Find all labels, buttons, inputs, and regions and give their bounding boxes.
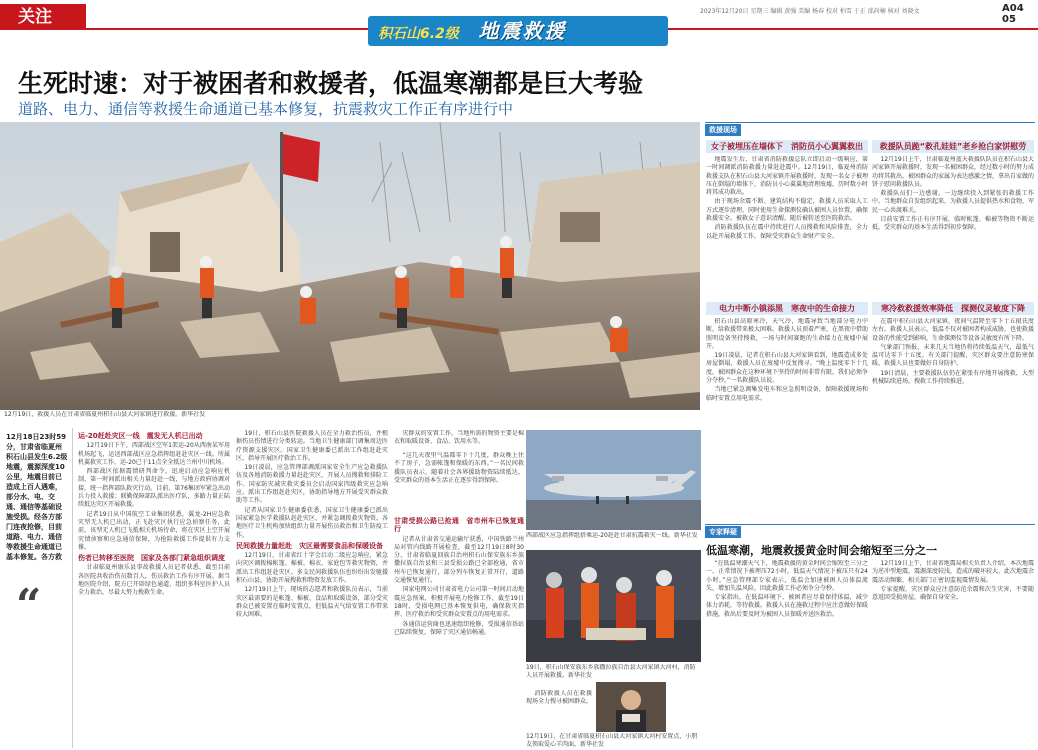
paragraph: 目前安置工作正有序开展，临时帐篷、棉被等物资不断运抵，受灾群众的基本生活得到初步保障。 <box>872 216 1034 232</box>
dateline: 2023年12月20日 星期三 编辑 黄强 美编 杨春 校对 柏雪 于正 邱尚楠 核对 刘晓文 <box>700 8 920 15</box>
paragraph: 灾群众的安置工作，当地所需的物资主要是棉衣和取暖设备、食品、饮用水等。 <box>394 430 524 446</box>
expert-body-right <box>872 560 1034 748</box>
paragraph: 气象部门预报，未来几天当地仍将持续低温天气，最低气温可达零下十五度。有关部门提醒，灾区群众要注意防寒保暖，救援人员也要做好自身防护。 <box>872 343 1034 368</box>
article-column-4 <box>526 690 592 730</box>
column-divider <box>72 428 73 748</box>
paragraph: 19日清晨，主要救援队伍仍在紧张有序地开展搜救，大型机械陆续进场，搜救工作持续推进。 <box>872 369 1034 386</box>
page-number: A04 05 <box>1002 3 1024 25</box>
story-title-power-outage: 电力中断小镇添黑 寒夜中的生命接力 <box>706 302 868 315</box>
section-heading: 运-20赶赴灾区一线 震发无人机已出动 <box>78 432 203 440</box>
right-panel-top-rule <box>705 122 1035 123</box>
paragraph: 地震发生后，甘肃省消防救援总队立即启动一级响应，第一时间调派消防救援力量赶赴震中。12月19日，临夏州消防救援支队在积石山县大河家镇开展救援时，发现一名女子被埋压在倒塌的墙体下，消防员小心翼翼地清理废墟，历时数小时将其成功救出。 <box>706 156 868 197</box>
paragraph: 消防救援人员在救援现场全力搜寻被困群众。 <box>526 690 592 706</box>
banner-title: 地震救援 <box>478 19 567 43</box>
firefighters-photo <box>526 550 701 662</box>
paragraph: 救援队员们一边感谢，一边继续投入到紧张的救援工作中。当地群众自发组织起来，为救援人员提供热水和食物，军民一心共渡难关。 <box>872 190 1034 214</box>
headline: 生死时速：对于被困者和救援者，低温寒潮都是巨大考验 <box>18 69 644 98</box>
expert-section-rule <box>705 524 1035 525</box>
story-body-woman-rescued <box>706 156 868 298</box>
story-title-woman-rescued: 女子被埋压在墙体下 消防员小心翼翼救出 <box>706 140 868 153</box>
paragraph: 19日凌晨，应急管理部调派国家安全生产应急救援队伍及各地消防救援力量赶赴灾区，开展人员搜救和排险工作。国家防灾减灾救灾委员会启动国家四级救灾应急响应，派出工作组赶赴灾区，协助指导地方开展受灾群众救助等工作。 <box>236 464 388 505</box>
article-column-2 <box>236 430 388 748</box>
expert-title: 低温寒潮，地震救援黄金时间会缩短至三分之一 <box>706 544 937 557</box>
paragraph: 12月19日上午，现场的志愿者和救援队员表示，当前灾区最需要的是帐篷、棉被、食品和取暖设备，部分受灾群众已被安置在临时安置点，但低温天气给安置工作带来较大困难。 <box>236 586 388 619</box>
paragraph: 19日，积石山县医院救援人员在全力救治伤员，并根据伤员伤情进行分类转运。当地卫生健康部门调集周边医疗资源支援灾区。国家卫生健康委已派出工作组赶赴灾区，指导开展医疗救治工作。 <box>236 430 388 462</box>
aircraft-photo-caption: 西部战区应急指挥组搭乘运-20赶赴甘肃抗震救灾一线。新华社发 <box>526 532 698 539</box>
child-photo <box>596 682 666 732</box>
paragraph: 西部战区依据震情研判命令，迅速启动应急响应机制，第一时间派出相关力量赶赴一线，与地方政府协调对接，统一指挥部队救灾行动。目前，第76集团军紧急出动兵力投入救援；联勤保障部队派出医疗队，多路力量正陆续抵达灾区开展救援。 <box>78 468 230 509</box>
story-title-rescuers-thanked: 救援队员跪“救孔娃娃”老乡抢白家饼慰劳 <box>872 140 1034 153</box>
story-body-rescuers-thanked <box>872 156 1034 298</box>
lead-paragraph: 12月18日23时59分，甘肃省临夏州积石山县发生6.2级地震，震源深度10公里，地震目前已造成上百人遇难，部分水、电、交通、通信等基础设施受损。经各方部门连夜抢修，目前道路、电力、通信等救援生命通道已基本修复。各方救 <box>6 433 68 561</box>
paragraph: 当地已紧急调集发电车和应急照明设备，保障救援现场和临时安置点用电需求。 <box>706 386 868 402</box>
paragraph: 积石山县高原寒冷，天气冷，地震导致当地部分电力中断，给救援带来极大困难。救援人员顶着严寒，在黑夜中借助照明设备坚持搜救，一场与时间赛跑的生命接力在废墟中展开。 <box>706 318 868 350</box>
section-heading: 民间救援力量赶赴 灾区最需要食品和保暖设备 <box>236 541 383 550</box>
aircraft-photo <box>526 430 701 530</box>
child-photo-caption: 12月19日，在甘肃省临夏积石山县大河家镇大河村安置点，小朋友领取爱心羊肉面。新华社发 <box>526 733 698 748</box>
paragraph: 记者从国家卫生健康委获悉，国家卫生健康委已派出国家紧急医学救援队赶赴灾区，并紧急调拨救灾物资。各地医疗卫生机构加快组织力量开展伤员救治和卫生防疫工作。 <box>236 506 388 539</box>
story-title-cold-efficiency: 寒冷救救援效率降低 探测仪灵敏度下降 <box>872 302 1034 315</box>
paragraph: 国家电网公司甘肃省电力公司第一时间启动地震应急预案，积极开展电力抢修工作，截至19日18时，受损电网已基本恢复供电，确保救灾指挥、医疗救治和受灾群众安置点的用电需求。 <box>394 586 524 619</box>
banner-place: 积石山6.2级 <box>378 26 459 42</box>
firefighters-photo-caption: 19日，积石山保安族东乡族撒拉族自治县大河家镇大河村，消防人员开展救援。新华社发 <box>526 664 696 679</box>
paragraph: “这几天夜里气温都零下十几度，群众晚上住不了房子，急需帐篷和保暖的东西。”一名民间救援队员表示，随着社会各界援助物资陆续抵达，受灾群众的基本生活正在逐步得到保障。 <box>394 452 524 484</box>
article-column-3-continued <box>394 452 524 512</box>
section-heading: 甘肃受损公路已抢通 省市州车已恢复通行 <box>394 517 524 534</box>
article-column-3 <box>394 430 524 454</box>
panel-label-expert: 专家释疑 <box>705 526 741 538</box>
article-column-3-lower <box>394 515 524 748</box>
paragraph: 12月19日上午，甘肃省地震局相关负责人介绍，本次地震为逆冲型地震，震源深度较浅，造成的破坏较大。此次地震余震活动频繁，相关部门正密切监视震情发展。 <box>872 560 1034 584</box>
paragraph: 记者19日从中国航空工业集团获悉，翼龙-2H应急救灾型无人机已出动，正飞赴灾区执行应急侦察任务，此前，该型无人机已飞抵相关机场待命，将在灾区上空开展灾情侦察和应急通信保障，为抢险救援工作提供有力支撑。 <box>78 510 230 551</box>
story-body-cold-efficiency <box>872 318 1034 518</box>
paragraph: 记者从甘肃省交通运输厅获悉，中国铁路兰州局对管内线路开展检查，截至12月19日8时30分，甘肃省临夏回族自治州积石山保安族东乡族撒拉族自治县和三县受损公路已全部抢通，省市州车已恢复通行，部分列车恢复正常开行，道路交通恢复通行。 <box>394 535 524 585</box>
quote-mark-icon: “ <box>16 580 42 631</box>
paragraph: “在低温寒潮天气下，地震救援的黄金时间会缩短至三分之一，正常情况下被埋压72小时，低温天气情况下被压只有24小时。”应急管理部专家表示，低温会加速被困人员体温流失，增加失温风险，因此救援工作必须争分夺秒。 <box>706 560 868 592</box>
panel-label-rescue-scene: 救援现场 <box>705 124 741 136</box>
paragraph: 19日凌晨，记者在积石山县大河家镇看到，地震造成多处房屋倒塌，救援人员在废墟中反复搜寻。“晚上温度零下十几度，被困群众在这种环境下坚持的时间非常有限，我们必须争分夺秒。”一名救援队员说。 <box>706 352 868 385</box>
paragraph: 在震中积石山县大河家镇，夜间气温降至零下十五摄氏度左右。救援人员表示，低温不仅对被困者构成威胁，也使救援设备的性能受到影响，生命探测仪等设备灵敏度有所下降。 <box>872 318 1034 342</box>
topic-banner <box>368 16 668 46</box>
paragraph: 12月19日下午，西部战区空军1架运-20从西南某军用机场起飞，运送西部战区应急指挥组赶赴灾区一线。所属机翼救灾工作，运-20已于11点全全抵达兰州中川机场。 <box>78 442 230 466</box>
paragraph: 专家提醒，灾区群众应注意防范余震和次生灾害，不要随意返回受损房屋，确保自身安全。 <box>872 585 1034 602</box>
paragraph: 12月19日上午，甘肃临夏州蓝天救援队队员在积石山县大河家镇开展救援时，发现一名被困群众，经过数小时的努力成功将其救出。被困群众的家属为表达感激之情，拿出自家做的饼子慰问救援队员。 <box>872 156 1034 188</box>
subheadline: 道路、电力、通信等救援生命通道已基本修复，抗震救灾工作正有序进行中 <box>18 100 514 118</box>
paragraph: 由于现场余震不断、建筑结构不稳定，救援人员采取人工方式逐步清理，同时使用生命探测仪确认被困人员位置，确保救援安全。被救女子意识清醒，随后被转送至医院救治。 <box>706 198 868 223</box>
paragraph: 12月19日，甘肃省红十字会启动二级应急响应，紧急向灾区调拨棉帐篷、棉被、棉衣、家庭包等救灾物资，并派出工作组赶赴灾区。多支民间救援队伍也纷纷出发驰援积石山县，协助开展搜救和物资发放工作。 <box>236 552 388 585</box>
paragraph: 各通信运营商也迅速组织抢修，受损通信基站已陆续恢复，保障了灾区通信畅通。 <box>394 620 524 636</box>
main-photo-caption: 12月19日，救援人员在甘肃省临夏州积石山县大河家镇进行救援。新华社发 <box>4 411 206 418</box>
main-photo <box>0 122 700 410</box>
paragraph: 消防救援队伍在震中持续进行人员搜救和风险排查，全力以赴开展救援工作，保障受灾群众生命财产安全。 <box>706 224 868 240</box>
section-heading: 伤者已转移至医院 国家及各部门紧急组织调度 <box>78 554 225 563</box>
story-body-power-outage <box>706 318 868 518</box>
paragraph: 专家指出，在低温环境下，被困者应尽量保持体温，减少体力消耗，等待救援。救援人员在施救过程中应注意做好保暖措施，救出后要及时为被困人员保暖并送医救治。 <box>706 594 868 618</box>
section-tag: 关注 <box>0 4 86 30</box>
paragraph: 甘肃临夏州康乐县事故救援人员记者获悉，截至目前各医院共收治伤员数百人，伤员救治工作有序开展。据当地医院介绍，院方已开辟绿色通道，组织多科室医护人员全力救治，尽最大努力挽救生命。 <box>78 564 230 597</box>
article-column-1 <box>78 430 230 748</box>
expert-body-left <box>706 560 868 748</box>
